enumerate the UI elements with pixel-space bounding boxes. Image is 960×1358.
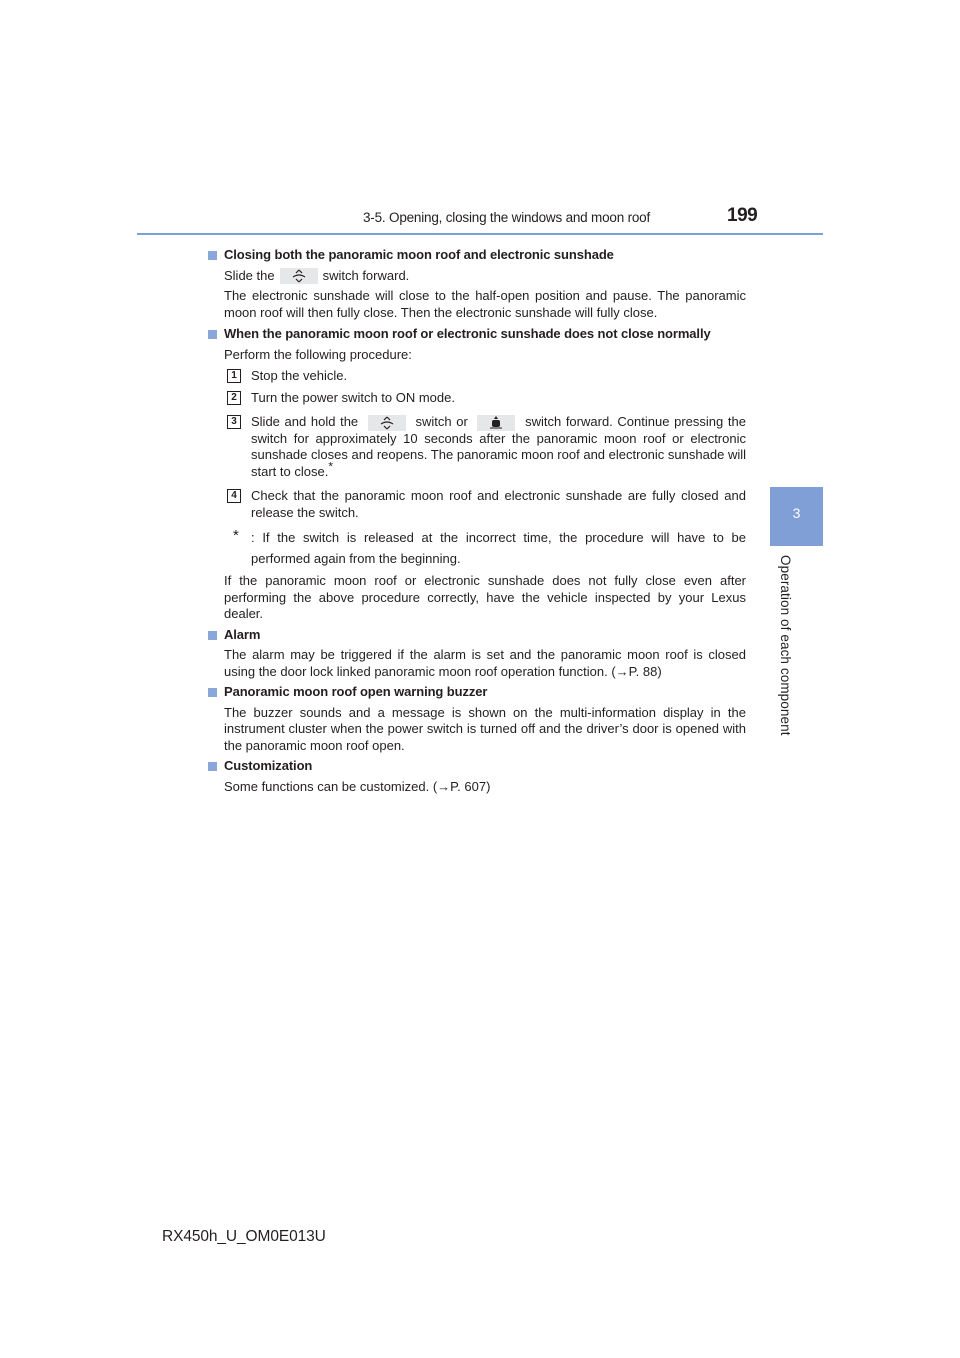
procedure-intro: Perform the following procedure: (224, 346, 412, 362)
footnote-asterisk: * (233, 527, 239, 545)
step-number: 1 (227, 369, 241, 383)
page-number: 199 (727, 205, 758, 226)
procedure-after: If the panoramic moon roof or electronic sunshade does not fully close even after performing the above procedure correctly, have the vehicle inspected by your Lexus dealer. (224, 573, 746, 622)
bullet-square-icon (208, 251, 217, 260)
page-header (0, 0, 960, 240)
footnote: * : If the switch is released at the incorrect time, the procedure will have to be performed again from the beginning. (233, 527, 746, 567)
heading-closing-both: Closing both the panoramic moon roof and electronic sunshade (208, 247, 746, 264)
customization-body: Some functions can be customized. (→P. 607) (224, 778, 491, 794)
bullet-square-icon (208, 631, 217, 640)
heading-customization: Customization (208, 758, 746, 775)
alarm-body: The alarm may be triggered if the alarm is set and the panoramic moon roof is closed using the door lock linked panoramic moon roof operation function. (→P. 88) (224, 647, 746, 679)
step-4: 4 Check that the panoramic moon roof and electronic sunshade are fully closed and release the switch. (224, 488, 746, 521)
step-2: 2 Turn the power switch to ON mode. (224, 390, 746, 407)
step-number: 2 (227, 391, 241, 405)
step-1: 1 Stop the vehicle. (224, 368, 746, 385)
page-content (208, 243, 746, 795)
bullet-square-icon (208, 688, 217, 697)
step-number: 4 (227, 489, 241, 503)
step-number: 3 (227, 415, 241, 429)
bullet-square-icon (208, 762, 217, 771)
section-title: 3-5. Opening, closing the windows and moon roof (363, 210, 651, 225)
chapter-number: 3 (792, 505, 801, 521)
sunshade-switch-icon (477, 415, 515, 431)
footnote-mark: * (328, 459, 333, 474)
header-divider (137, 233, 823, 235)
manual-code: RX450h_U_OM0E013U (162, 1228, 326, 1245)
moon-roof-switch-icon (368, 415, 406, 431)
heading-warning-buzzer: Panoramic moon roof open warning buzzer (208, 684, 746, 701)
moon-roof-switch-icon (280, 268, 318, 284)
bullet-square-icon (208, 330, 217, 339)
closing-both-body: The electronic sunshade will close to the half-open position and pause. The panoramic moon roof will then fully close. Then the electronic sunshade will fully close. (224, 288, 746, 320)
chapter-title: Operation of each component (778, 555, 793, 736)
heading-not-close-normally: When the panoramic moon roof or electronic sunshade does not close normally (208, 326, 746, 343)
procedure-steps (208, 368, 746, 569)
closing-both-instruction: Slide the switch forward. (224, 267, 410, 283)
heading-alarm: Alarm (208, 627, 746, 644)
step-3: 3 Slide and hold the switch or switch forward. Continue pressing the switch for approximately 10 seconds after the panoramic moon roof or electronic sunshade closes and reopens. The panoramic moon roof and electronic sunshade will start to close.* (224, 414, 746, 480)
warning-buzzer-body: The buzzer sounds and a message is shown on the multi-information display in the instrument cluster when the power switch is turned off and the driver’s door is opened with the panoramic moon roof open. (224, 704, 746, 753)
chapter-tab (770, 487, 823, 546)
